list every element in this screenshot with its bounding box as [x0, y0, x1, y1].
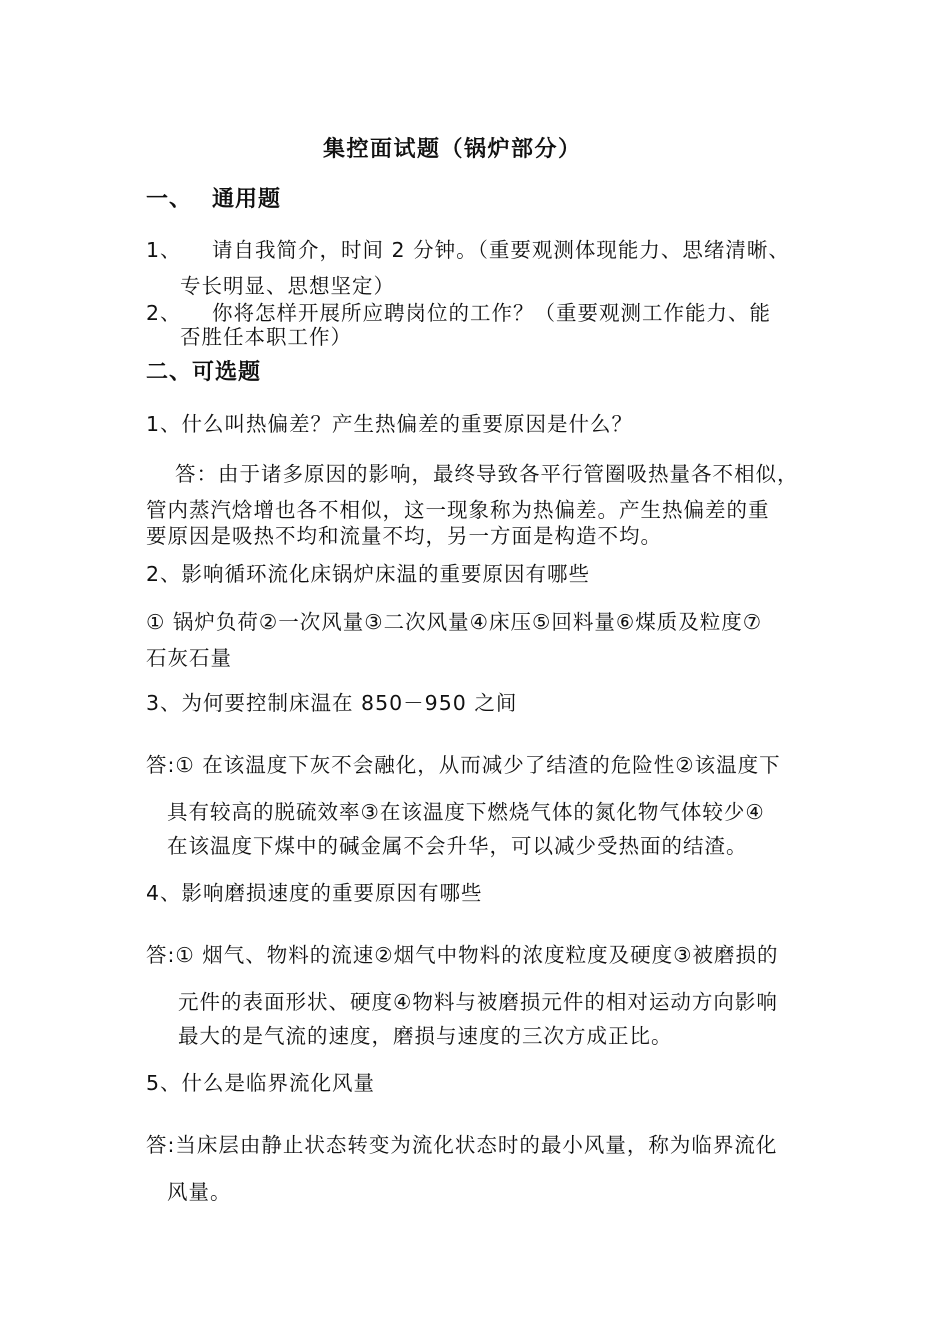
- q4-answer-line: 最大的是气流的速度，磨损与速度的三次方成正比。: [178, 1024, 673, 1048]
- q1-question: 1、什么叫热偏差？产生热偏差的重要原因是什么？: [146, 412, 634, 436]
- q4-answer-line: 元件的表面形状、硬度④物料与被磨损元件的相对运动方向影响: [178, 990, 778, 1014]
- document-title: 集控面试题（锅炉部分）: [323, 137, 582, 162]
- item1-line2: 专长明显、思想坚定）: [180, 274, 395, 298]
- q5-answer-line: 风量。: [167, 1180, 232, 1204]
- q3-answer-line: 在该温度下煤中的碱金属不会升华，可以减少受热面的结渣。: [167, 834, 748, 858]
- q1-answer-line: 管内蒸汽焓增也各不相似，这一现象称为热偏差。产生热偏差的重: [146, 498, 770, 522]
- item2-line1: 你将怎样开展所应聘岗位的工作？（重要观测工作能力、能: [212, 301, 771, 325]
- item2-line2: 否胜任本职工作）: [180, 325, 352, 349]
- q1-answer-line: 要原因是吸热不均和流量不均，另一方面是构造不均。: [146, 524, 662, 548]
- q4-question: 4、影响磨损速度的重要原因有哪些: [146, 881, 483, 905]
- q3-answer-line: 具有较高的脱硫效率③在该温度下燃烧气体的氮化物气体较少④: [167, 800, 765, 824]
- item2-number: 2、: [146, 301, 182, 325]
- section2-heading: 二、可选题: [146, 360, 262, 385]
- q5-question: 5、什么是临界流化风量: [146, 1071, 376, 1095]
- item1-number: 1、: [146, 238, 182, 262]
- q3-question: 3、为何要控制床温在 850－950 之间: [146, 691, 518, 715]
- section1-heading: 通用题: [212, 187, 282, 212]
- q2-question: 2、影响循环流化床锅炉床温的重要原因有哪些: [146, 562, 591, 586]
- q2-answer-line: 石灰石量: [146, 646, 232, 670]
- item1-line1: 请自我简介，时间 2 分钟。（重要观测体现能力、思绪清晰、: [212, 238, 790, 262]
- section1-number: 一、: [146, 187, 193, 212]
- q1-answer-line: 答：由于诸多原因的影响，最终导致各平行管圈吸热量各不相似，: [175, 462, 799, 486]
- q5-answer-line: 答:当床层由静止状态转变为流化状态时的最小风量，称为临界流化: [146, 1133, 778, 1157]
- q2-answer-line: ① 锅炉负荷②一次风量③二次风量④床压⑤回料量⑥煤质及粒度⑦: [146, 610, 763, 634]
- q3-answer-line: 答:① 在该温度下灰不会融化，从而减少了结渣的危险性②该温度下: [146, 753, 781, 777]
- q4-answer-line: 答:① 烟气、物料的流速②烟气中物料的浓度粒度及硬度③被磨损的: [146, 943, 779, 967]
